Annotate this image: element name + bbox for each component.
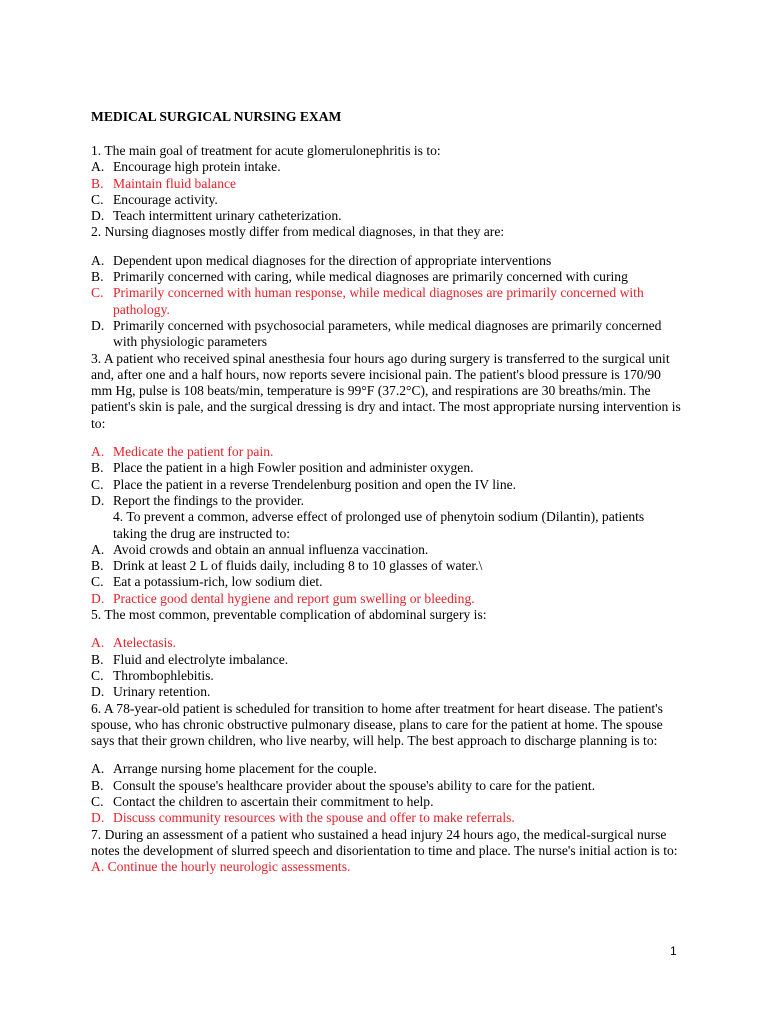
question-block: [91, 143, 681, 875]
q3-option-d: D. Report the findings to the provider.: [91, 492, 305, 508]
q1-option-c: C. Encourage activity.: [91, 191, 218, 207]
question-4-stem: 4. To prevent a common, adverse effect of prolonged use of phenytoin sodium (Dilantin), patients taking the drug are instructed to:: [113, 509, 645, 541]
spacer: [91, 432, 681, 444]
q5-option-b: B. Fluid and electrolyte imbalance.: [91, 651, 289, 667]
spacer: [91, 241, 681, 253]
q6-option-d-correct: D. Discuss community resources with the spouse and offer to make referrals.: [91, 810, 515, 826]
q6-option-b: B. Consult the spouse's healthcare provider about the spouse's ability to care for the patient.: [91, 777, 596, 793]
spacer: [91, 623, 681, 635]
q4-option-c: C. Eat a potassium-rich, low sodium diet.: [91, 574, 323, 590]
q5-option-a-correct: A. Atelectasis.: [91, 635, 177, 651]
q4-option-b: B. Drink at least 2 L of fluids daily, including 8 to 10 glasses of water.\: [91, 558, 483, 574]
q1-option-a: A. Encourage high protein intake.: [91, 159, 281, 175]
page-number: 1: [670, 944, 677, 958]
q1-option-d: D. Teach intermittent urinary catheterization.: [91, 208, 342, 224]
q3-option-a-correct: A. Medicate the patient for pain.: [91, 444, 274, 460]
exam-title: MEDICAL SURGICAL NURSING EXAM: [91, 109, 342, 124]
question-3-stem: 3. A patient who received spinal anesthesia four hours ago during surgery is transferred to the surgical unit and, after one and a half hours, now reports severe incisional pain. The patient's blood pressure is 170/90 mm Hg, pulse is 108 beats/min, temperature is 99°F (37.2°C), and respirations are 30 breaths/min. The patient's skin is pale, and the surgical dressing is dry and intact. The most appropriate nursing intervention is to:: [91, 350, 681, 431]
q5-option-c: C. Thrombophlebitis.: [91, 667, 214, 683]
q2-option-d: D. Primarily concerned with psychosocial parameters, while medical diagnoses are primarily concerned with physiologic parameters: [91, 317, 662, 350]
q2-option-b: B. Primarily concerned with caring, while medical diagnoses are primarily concerned with curing: [91, 269, 628, 285]
q1-option-b-correct: B. Maintain fluid balance: [91, 175, 237, 191]
q2-option-c-correct: C. Primarily concerned with human response, while medical diagnoses are primarily concerned with pathology.: [91, 285, 644, 317]
q4-option-d-correct: D. Practice good dental hygiene and report gum swelling or bleeding.: [91, 590, 475, 606]
q6-option-c: C. Contact the children to ascertain their commitment to help.: [91, 793, 434, 809]
question-1-stem: 1. The main goal of treatment for acute glomerulonephritis is to:: [91, 143, 441, 158]
q3-option-b: B. Place the patient in a high Fowler position and administer oxygen.: [91, 460, 474, 476]
question-2-stem: 2. Nursing diagnoses mostly differ from medical diagnoses, in that they are:: [91, 224, 505, 240]
question-6-stem: 6. A 78-year-old patient is scheduled for transition to home after treatment for heart disease. The patient's spouse, who has chronic obstructive pulmonary disease, plans to care for the patient at home. The spouse says that their grown children, who live nearby, will help. The best approach to discharge planning is to:: [91, 700, 663, 749]
question-5-stem: 5. The most common, preventable complication of abdominal surgery is:: [91, 607, 487, 623]
q3-option-c: C. Place the patient in a reverse Trendelenburg position and open the IV line.: [91, 476, 517, 492]
q4-option-a: A. Avoid crowds and obtain an annual influenza vaccination.: [91, 541, 429, 557]
spacer: [91, 749, 681, 761]
q5-option-d: D. Urinary retention.: [91, 684, 211, 700]
q2-option-a: A. Dependent upon medical diagnoses for the direction of appropriate interventions: [91, 252, 552, 268]
q6-option-a: A. Arrange nursing home placement for the couple.: [91, 761, 377, 777]
question-7-stem: 7. During an assessment of a patient who sustained a head injury 24 hours ago, the medical-surgical nurse notes the development of slurred speech and disorientation to time and place. The nurse's initial action is to:: [91, 826, 678, 858]
q7-answer-correct: A. Continue the hourly neurologic assessments.: [91, 859, 351, 875]
